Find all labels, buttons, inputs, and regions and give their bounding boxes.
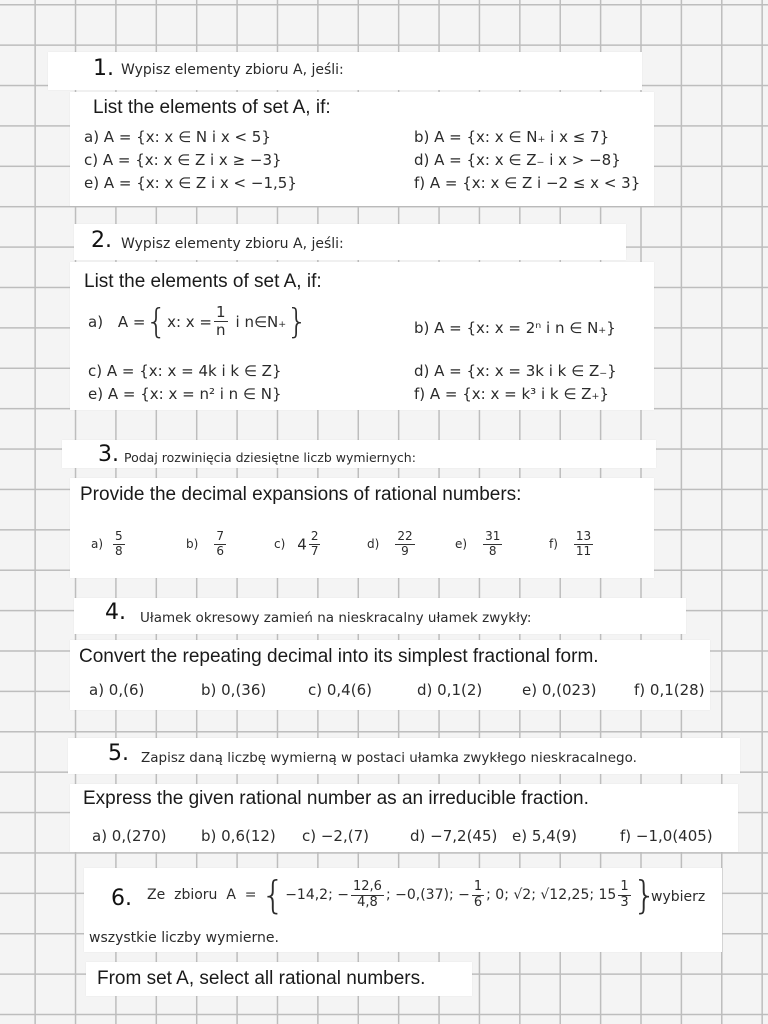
exercise-3-instruction-en: Provide the decimal expansions of rational numbers:	[80, 484, 522, 505]
exercise-3-number: 3.	[98, 442, 119, 467]
exercise-1-instruction-pl: Wypisz elementy zbioru A, jeśli:	[121, 62, 344, 78]
exercise-3-instruction-pl: Podaj rozwinięcia dziesiętne liczb wymiernych:	[124, 450, 416, 465]
fraction-numerator: 5	[115, 529, 123, 543]
set-part-3: ; 0; √2; √12,25; 15	[486, 887, 617, 903]
fraction-numerator: 7	[216, 529, 224, 543]
exercise-1-item-a: a) A = {x: x ∈ N i x < 5}	[84, 128, 271, 146]
exercise-2-item-e: e) A = {x: x = n² i n ∈ N}	[88, 385, 282, 403]
fraction	[483, 530, 502, 559]
fraction	[214, 304, 228, 340]
right-brace: }	[286, 301, 308, 342]
left-brace: {	[145, 301, 168, 342]
fraction-numerator: 1	[620, 878, 629, 894]
exercise-4-item-a: a) 0,(6)	[89, 681, 145, 699]
exercise-2-instruction-pl: Wypisz elementy zbioru A, jeśli:	[121, 236, 344, 252]
fraction-numerator: 22	[397, 529, 413, 543]
exercise-3-item-b	[186, 530, 228, 559]
exercise-1-item-e: e) A = {x: x ∈ Z i x < −1,5}	[84, 174, 297, 192]
exercise-6-second-line: wszystkie liczby wymierne.	[89, 930, 279, 946]
exercise-5-number: 5.	[108, 741, 129, 766]
fraction	[214, 530, 226, 559]
exercise-1-item-d: d) A = {x: x ∈ Z₋ i x > −8}	[414, 151, 621, 169]
exercise-1-item-f: f) A = {x: x ∈ Z i −2 ≤ x < 3}	[414, 174, 641, 192]
exercise-6-tail: wybierz	[651, 889, 706, 905]
fraction-denominator: n	[216, 321, 226, 340]
exercise-4-item-c: c) 0,4(6)	[308, 681, 372, 699]
fraction-denominator: 3	[620, 894, 629, 910]
item-a-label: a)	[88, 312, 104, 331]
exercise-3-item-f	[549, 530, 595, 559]
fraction	[618, 880, 630, 911]
exercise-5-item-a: a) 0,(270)	[92, 827, 167, 845]
left-brace: {	[261, 873, 286, 917]
fraction	[351, 880, 384, 911]
fraction	[395, 530, 414, 559]
fraction-denominator: 8	[115, 543, 123, 558]
exercise-6-set	[147, 873, 657, 917]
exercise-2-item-a	[88, 301, 308, 342]
fraction-numerator: 1	[216, 303, 226, 321]
item-label: a)	[91, 537, 104, 552]
exercise-1-instruction-en: List the elements of set A, if:	[93, 97, 331, 118]
fraction-numerator: 31	[485, 529, 501, 543]
exercise-4-item-b: b) 0,(36)	[201, 681, 267, 699]
item-a-after: i n∈N₊	[235, 312, 287, 331]
fraction-denominator: 9	[401, 543, 409, 558]
exercise-3-item-c	[274, 530, 322, 559]
exercise-3-item-e	[455, 530, 504, 559]
fraction-denominator: 6	[216, 543, 224, 558]
exercise-5-item-e: e) 5,4(9)	[512, 827, 577, 845]
fraction	[472, 880, 484, 911]
exercise-5-item-d: d) −7,2(45)	[410, 827, 498, 845]
mixed-whole: 4	[297, 535, 307, 554]
exercise-2-item-f: f) A = {x: x = k³ i k ∈ Z₊}	[414, 385, 609, 403]
exercise-6-intro: Ze zbioru A =	[147, 887, 257, 903]
fraction	[309, 530, 321, 559]
fraction-numerator: 1	[473, 878, 483, 894]
item-label: d)	[367, 537, 380, 552]
exercise-1-item-b: b) A = {x: x ∈ N₊ i x ≤ 7}	[414, 128, 610, 146]
exercise-2-item-c: c) A = {x: x = 4k i k ∈ Z}	[88, 362, 282, 380]
exercise-1-item-c: c) A = {x: x ∈ Z i x ≥ −3}	[84, 151, 282, 169]
fraction-numerator: 13	[575, 529, 592, 543]
exercise-6-instruction-en: From set A, select all rational numbers.	[97, 968, 426, 989]
fraction-numerator: 12,6	[353, 878, 382, 894]
fraction-denominator: 6	[473, 894, 483, 910]
exercise-5-instruction-pl: Zapisz daną liczbę wymierną w postaci ułamka zwykłego nieskracalnego.	[141, 750, 637, 766]
exercise-2-item-b: b) A = {x: x = 2ⁿ i n ∈ N₊}	[414, 319, 616, 337]
fraction-denominator: 7	[310, 543, 319, 558]
exercise-4-instruction-pl: Ułamek okresowy zamień na nieskracalny ułamek zwykły:	[140, 610, 532, 626]
item-label: b)	[186, 537, 199, 552]
set-part-1: −14,2; −	[285, 887, 349, 903]
exercise-5-item-b: b) 0,6(12)	[201, 827, 276, 845]
exercise-3-item-a	[91, 530, 127, 559]
item-label: f)	[549, 537, 558, 552]
exercise-4-item-f: f) 0,1(28)	[634, 681, 705, 699]
fraction	[113, 530, 125, 559]
exercise-6-number: 6.	[111, 886, 132, 911]
exercise-5-item-c: c) −2,(7)	[302, 827, 369, 845]
exercise-3-item-d	[367, 530, 417, 559]
item-a-before: x: x =	[167, 312, 212, 331]
exercise-2-number: 2.	[91, 228, 112, 253]
exercise-4-instruction-en: Convert the repeating decimal into its simplest fractional form.	[79, 646, 599, 667]
set-part-2: ; −0,(37); −	[385, 887, 470, 903]
exercise-4-item-d: d) 0,1(2)	[417, 681, 483, 699]
exercise-5-item-f: f) −1,0(405)	[620, 827, 713, 845]
exercise-4-item-e: e) 0,(023)	[522, 681, 597, 699]
fraction-denominator: 8	[488, 543, 497, 558]
fraction-denominator: 11	[575, 543, 592, 558]
exercise-4-number: 4.	[105, 600, 126, 625]
exercise-2-instruction-en: List the elements of set A, if:	[84, 271, 322, 292]
exercise-5-instruction-en: Express the given rational number as an irreducible fraction.	[83, 788, 589, 809]
right-brace: }	[632, 873, 657, 917]
fraction	[574, 530, 593, 559]
exercise-2-item-d: d) A = {x: x = 3k i k ∈ Z₋}	[414, 362, 617, 380]
item-label: e)	[455, 537, 468, 552]
exercise-1-number: 1.	[93, 56, 114, 81]
fraction-denominator: 4,8	[357, 894, 378, 910]
fraction-numerator: 2	[310, 529, 319, 543]
item-a-prefix: A =	[117, 312, 146, 331]
item-label: c)	[274, 537, 286, 552]
